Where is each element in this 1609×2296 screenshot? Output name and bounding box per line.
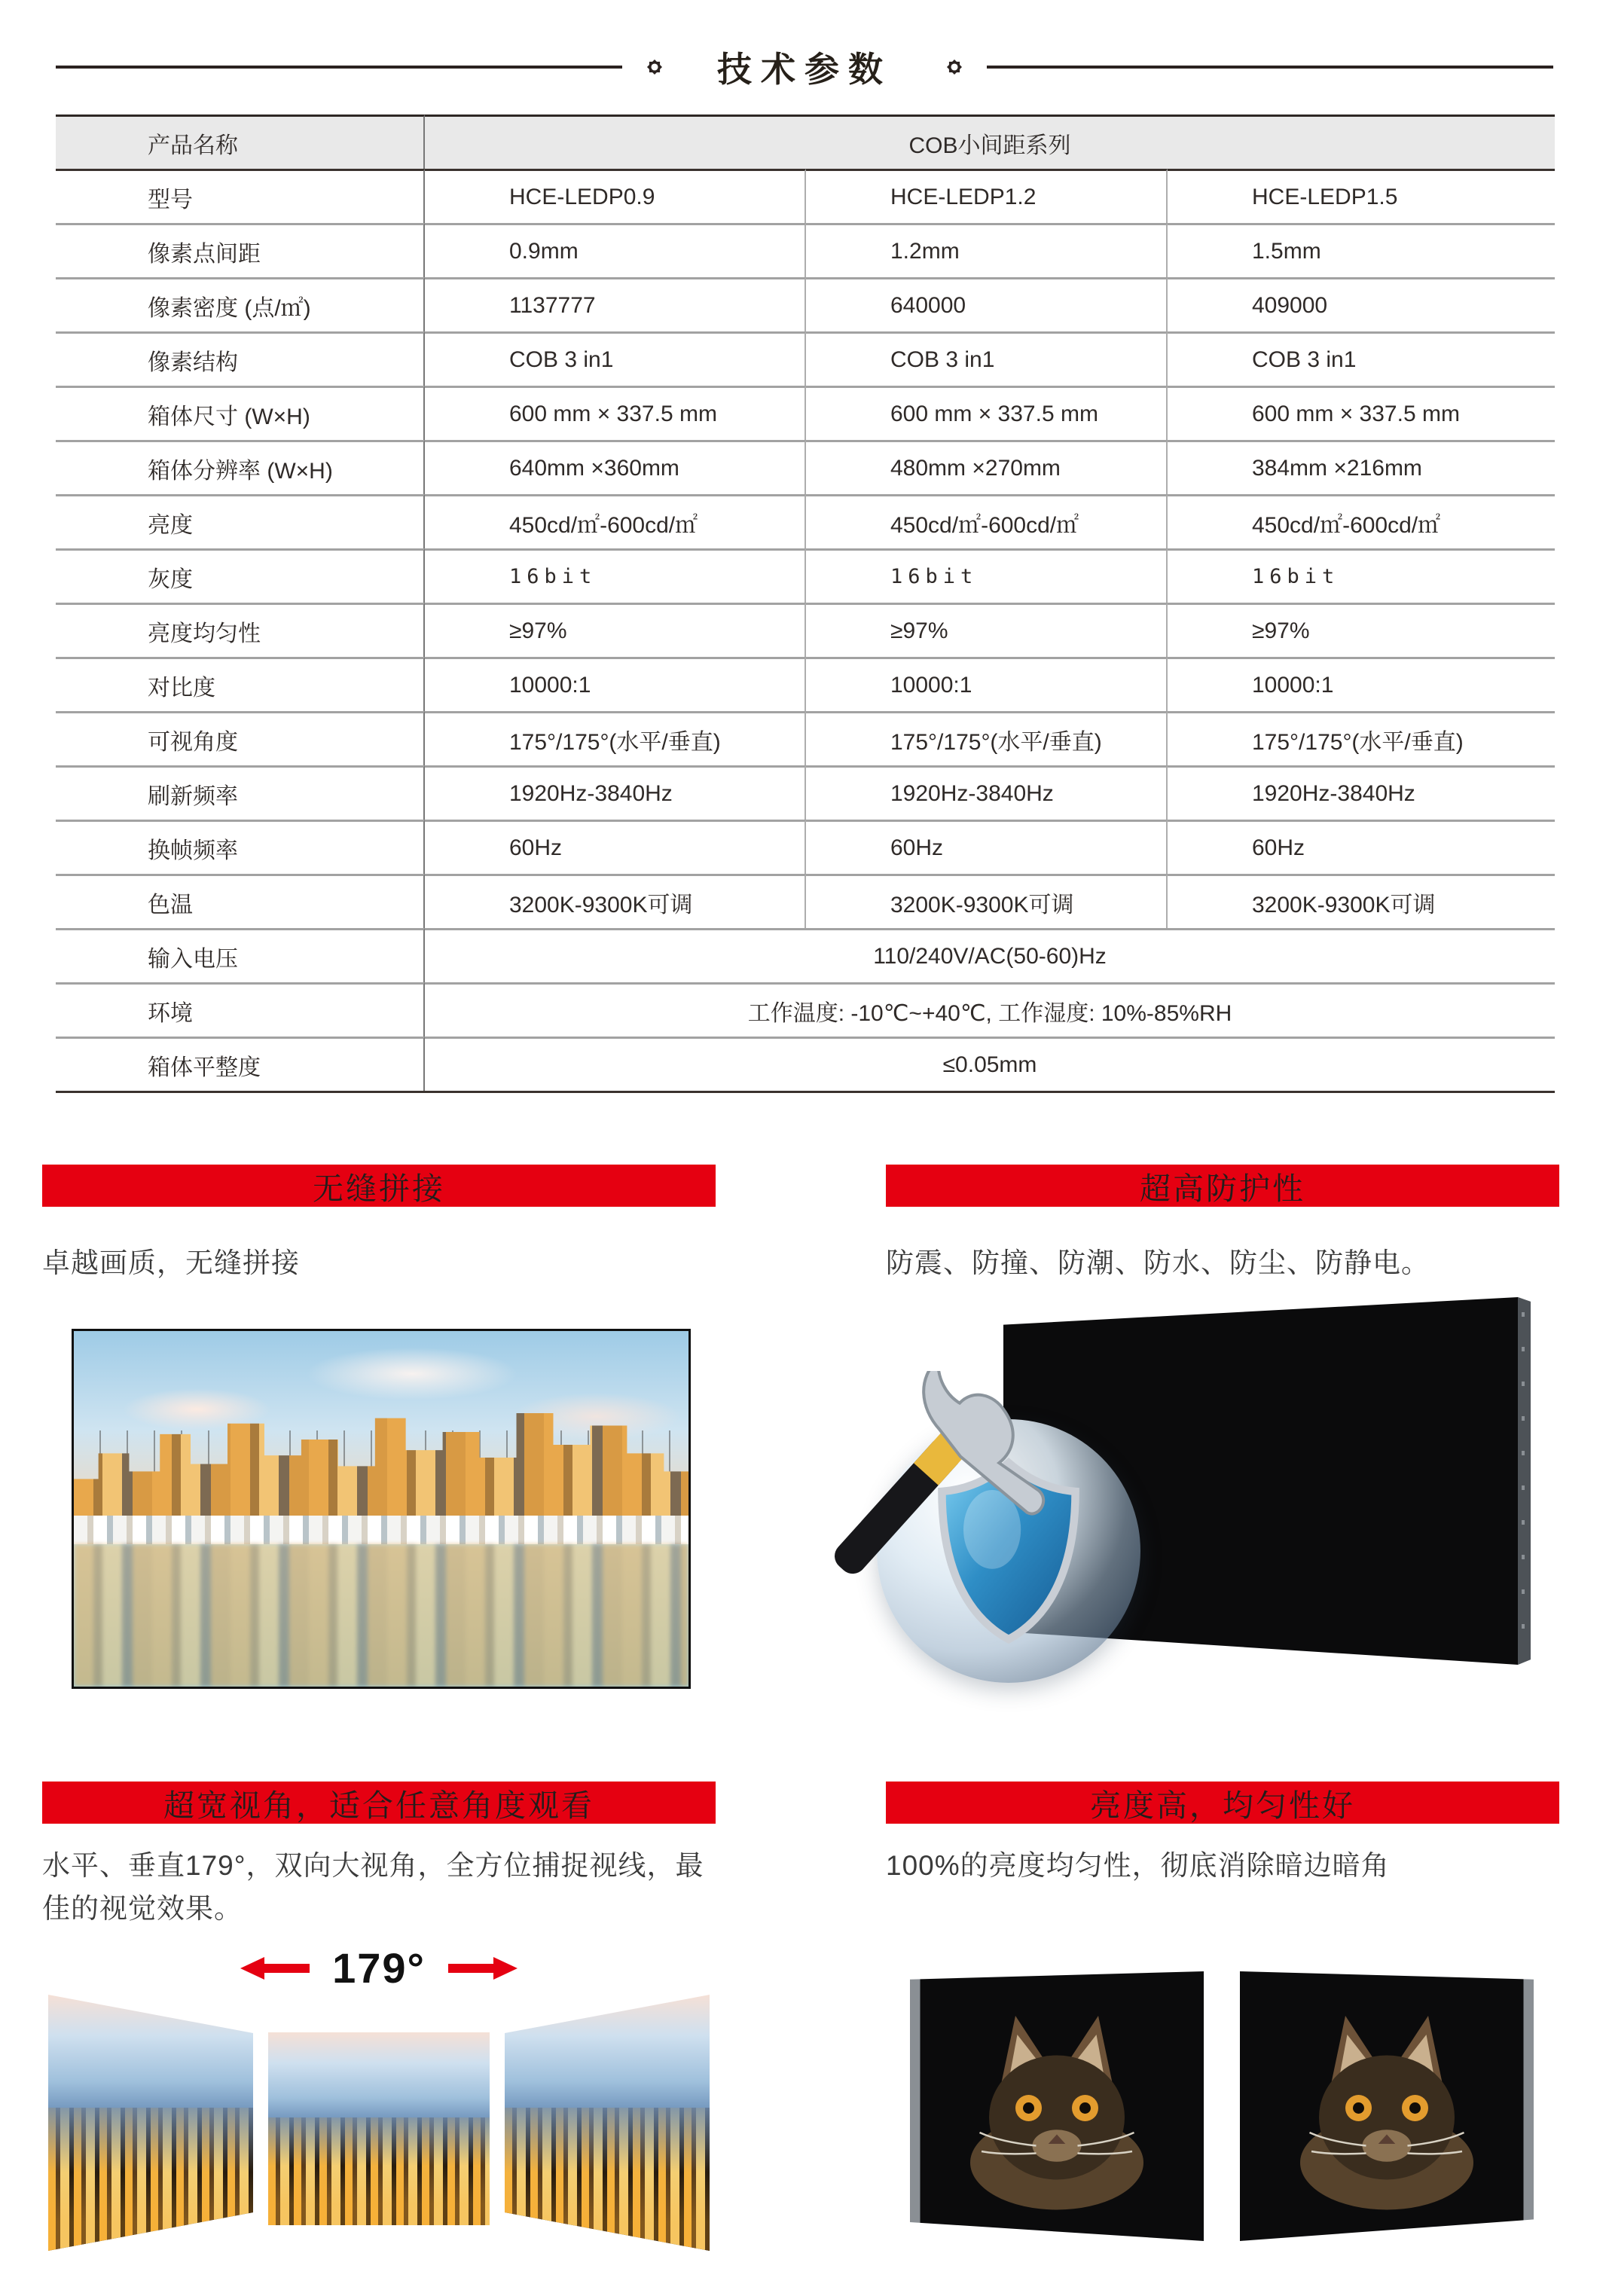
brightness-panels-image [910,1971,1534,2241]
spec-row-label: 像素点间距 [56,223,425,277]
spec-cell: 600 mm × 337.5 mm [806,386,1168,440]
spec-row-label: 箱体平整度 [56,1037,425,1091]
spec-cell: COB 3 in1 [1168,331,1555,386]
center-screen [268,2032,490,2225]
spec-cell: 1920Hz-3840Hz [806,765,1168,820]
spec-cell-span: 110/240V/AC(50-60)Hz [425,928,1555,982]
spec-table [56,114,1555,1093]
arrow-right-icon [448,1957,518,1980]
wide-angle-screens-image [42,1995,716,2251]
title-rule-right [987,66,1553,69]
spec-cell: 10000:1 [806,657,1168,711]
spec-cell: 0.9mm [425,223,806,277]
hammer-icon [826,1371,1074,1620]
spec-row-label: 箱体分辨率 (W×H) [56,440,425,494]
spec-cell: 600 mm × 337.5 mm [1168,386,1555,440]
spec-cell: ≥97% [1168,603,1555,657]
spec-cell: 450cd/㎡-600cd/㎡ [425,494,806,548]
spec-row-label: 亮度均匀性 [56,603,425,657]
spec-cell: 600 mm × 337.5 mm [425,386,806,440]
spec-cell: 175°/175°(水平/垂直) [806,711,1168,765]
spec-cell: 60Hz [425,820,806,874]
protection-description: 防震、防撞、防潮、防水、防尘、防静电。 [886,1247,1430,1278]
cat-panel-left [910,1971,1204,2241]
spec-cell: 175°/175°(水平/垂直) [1168,711,1555,765]
spec-cell: 3200K-9300K可调 [806,874,1168,928]
marina-boats-graphic [74,1516,688,1544]
cat-face-graphic [963,2001,1151,2212]
spec-cell: 1920Hz-3840Hz [425,765,806,820]
spec-cell: 1.2mm [806,223,1168,277]
spec-cell: 60Hz [806,820,1168,874]
banner-brightness: 亮度高，均匀性好 [886,1782,1559,1824]
spec-row-label: 环境 [56,982,425,1037]
gear-icon [942,54,967,80]
spec-cell-span: 工作温度: -10℃~+40℃, 工作湿度: 10%-85%RH [425,982,1555,1037]
viewing-angle-value: 179° [332,1944,426,1992]
gear-icon [642,54,667,80]
spec-row-label: 型号 [56,169,425,223]
banner-viewing-angle: 超宽视角，适合任意角度观看 [42,1782,716,1824]
spec-cell: 480mm ×270mm [806,440,1168,494]
spec-cell: 450cd/㎡-600cd/㎡ [1168,494,1555,548]
title-rule-left [56,66,622,69]
spec-row-label: 对比度 [56,657,425,711]
spec-cell: 640mm ×360mm [425,440,806,494]
spec-row-label: 输入电压 [56,928,425,982]
cat-panel-right [1240,1971,1534,2241]
angled-screen-right [505,1995,710,2251]
spec-cell: 16bit [425,548,806,603]
spec-cell: 175°/175°(水平/垂直) [425,711,806,765]
spec-cell: 3200K-9300K可调 [425,874,806,928]
spec-cell: 640000 [806,277,1168,331]
spec-header-series: COB小间距系列 [425,114,1555,169]
spec-cell: 16bit [806,548,1168,603]
viewing-angle-description: 水平、垂直179°，双向大视角，全方位捕捉视线，最佳的视觉效果。 [42,1850,704,1925]
cat-face-graphic [1293,2001,1481,2212]
spec-cell: ≥97% [806,603,1168,657]
spec-cell: 1137777 [425,277,806,331]
spec-row-label: 刷新频率 [56,765,425,820]
spec-cell: 409000 [1168,277,1555,331]
water-reflection-graphic [74,1544,688,1687]
spec-cell: 1920Hz-3840Hz [1168,765,1555,820]
section-title-bar [56,33,1553,101]
spec-cell: 450cd/㎡-600cd/㎡ [806,494,1168,548]
spec-row-label: 箱体尺寸 (W×H) [56,386,425,440]
spec-row-label: 色温 [56,874,425,928]
page-title: 技术参数 [717,50,892,89]
arrow-left-icon [240,1957,310,1980]
spec-row-label: 像素结构 [56,331,425,386]
spec-cell: HCE-LEDP1.2 [806,169,1168,223]
banner-protection: 超高防护性 [886,1165,1559,1207]
spec-cell-span: ≤0.05mm [425,1037,1555,1091]
spec-cell: HCE-LEDP0.9 [425,169,806,223]
cabinet-screws-graphic [1522,1312,1525,1650]
spec-cell: 16bit [1168,548,1555,603]
spec-cell: HCE-LEDP1.5 [1168,169,1555,223]
angled-screen-left [48,1995,253,2251]
spec-cell: 10000:1 [425,657,806,711]
viewing-angle-callout [42,1943,716,1992]
spec-header-product-name: 产品名称 [56,114,425,169]
spec-row-label: 灰度 [56,548,425,603]
spec-cell: 1.5mm [1168,223,1555,277]
harbor-skyline-photo [72,1329,691,1689]
spec-cell: ≥97% [425,603,806,657]
brightness-description: 100%的亮度均匀性，彻底消除暗边暗角 [886,1850,1390,1881]
spec-row-label: 像素密度 (点/㎡) [56,277,425,331]
spec-cell: COB 3 in1 [425,331,806,386]
spec-cell: 3200K-9300K可调 [1168,874,1555,928]
spec-row-label: 可视角度 [56,711,425,765]
spec-row-label: 亮度 [56,494,425,548]
spec-cell: 10000:1 [1168,657,1555,711]
spec-row-label: 换帧频率 [56,820,425,874]
spec-cell: 384mm ×216mm [1168,440,1555,494]
spec-cell: COB 3 in1 [806,331,1168,386]
banner-seamless: 无缝拼接 [42,1165,716,1207]
seamless-description: 卓越画质，无缝拼接 [42,1247,300,1278]
spec-cell: 60Hz [1168,820,1555,874]
